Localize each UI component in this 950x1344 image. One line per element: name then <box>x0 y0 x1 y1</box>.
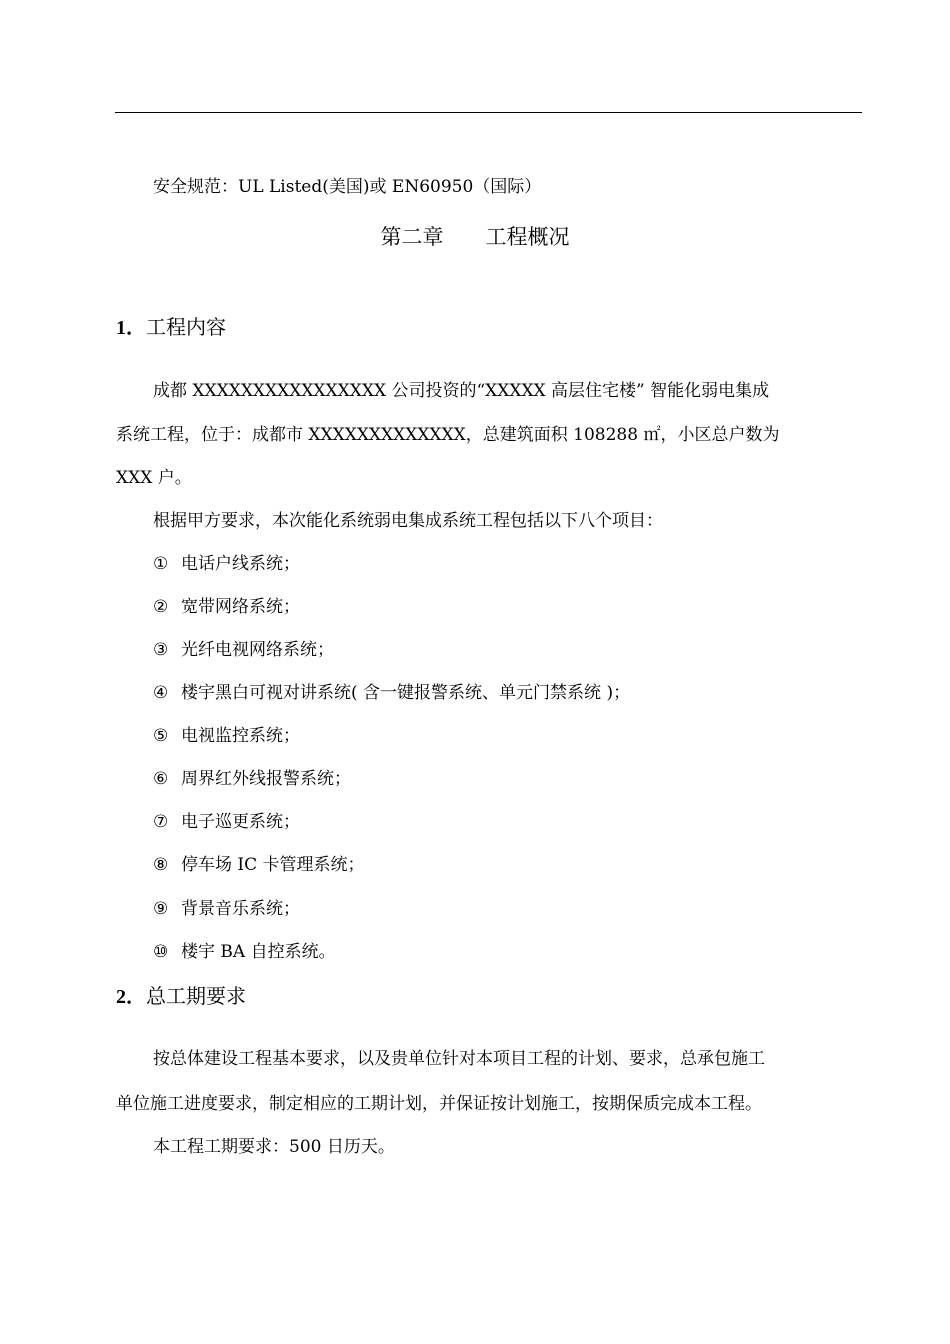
list-item-text: 楼宇 BA 自控系统。 <box>181 942 336 962</box>
paragraph-line: 按总体建设工程基本要求，以及贵单位针对本项目工程的计划、要求，总承包施工 <box>153 1049 765 1069</box>
list-item <box>153 639 334 661</box>
list-item-text: 停车场 IC 卡管理系统； <box>181 855 365 875</box>
list-item-text: 电子巡更系统； <box>181 812 300 832</box>
list-item-text: 光纤电视网络系统； <box>181 640 334 660</box>
list-item <box>153 725 300 747</box>
section-title: 总工期要求 <box>146 984 246 1008</box>
list-item-text: 宽带网络系统； <box>181 597 300 617</box>
list-item <box>153 811 300 833</box>
list-item <box>153 553 300 575</box>
list-item-text: 背景音乐系统； <box>181 899 300 919</box>
list-marker: ② <box>153 597 169 617</box>
list-item-text: 周界红外线报警系统； <box>181 769 351 789</box>
list-marker: ① <box>153 554 169 574</box>
paragraph-line: 本工程工期要求：500 日历天。 <box>153 1137 395 1157</box>
paragraph-line: 根据甲方要求，本次能化系统弱电集成系统工程包括以下八个项目： <box>153 511 663 531</box>
paragraph-line: XXX 户。 <box>116 468 192 488</box>
list-item-text: 楼宇黑白可视对讲系统( 含一键报警系统、单元门禁系统 )； <box>181 683 631 703</box>
list-marker: ⑩ <box>153 942 169 962</box>
list-item <box>153 596 300 618</box>
list-marker: ⑦ <box>153 812 169 832</box>
section-heading-2 <box>116 982 246 1011</box>
chapter-title: 第二章 工程概况 <box>380 225 570 249</box>
section-title: 工程内容 <box>146 315 226 339</box>
list-marker: ⑥ <box>153 769 169 789</box>
header-rule <box>115 112 862 113</box>
list-item <box>153 941 336 963</box>
list-item-text: 电话户线系统； <box>181 554 300 574</box>
list-marker: ③ <box>153 640 169 660</box>
safety-standard-line: 安全规范：UL Listed(美国)或 EN60950（国际） <box>153 177 542 197</box>
list-item-text: 电视监控系统； <box>181 726 300 746</box>
list-marker: ④ <box>153 683 169 703</box>
list-item <box>153 898 300 920</box>
list-item <box>153 768 351 790</box>
section-heading-1 <box>116 313 226 342</box>
section-number: 1． <box>116 317 146 339</box>
list-item <box>153 682 630 704</box>
paragraph-line: 系统工程，位于：成都市 XXXXXXXXXXXXX，总建筑面积 108288 ㎡，小区总户数为 <box>116 425 780 445</box>
paragraph-line: 单位施工进度要求，制定相应的工期计划，并保证按计划施工，按期保质完成本工程。 <box>116 1094 762 1114</box>
section-number: 2． <box>116 986 146 1008</box>
list-marker: ⑨ <box>153 899 169 919</box>
paragraph-line: 成都 XXXXXXXXXXXXXXXX 公司投资的“XXXXX 高层住宅楼” 智能化弱电集成 <box>153 381 770 401</box>
list-marker: ⑤ <box>153 726 169 746</box>
list-marker: ⑧ <box>153 855 169 875</box>
list-item <box>153 854 365 876</box>
